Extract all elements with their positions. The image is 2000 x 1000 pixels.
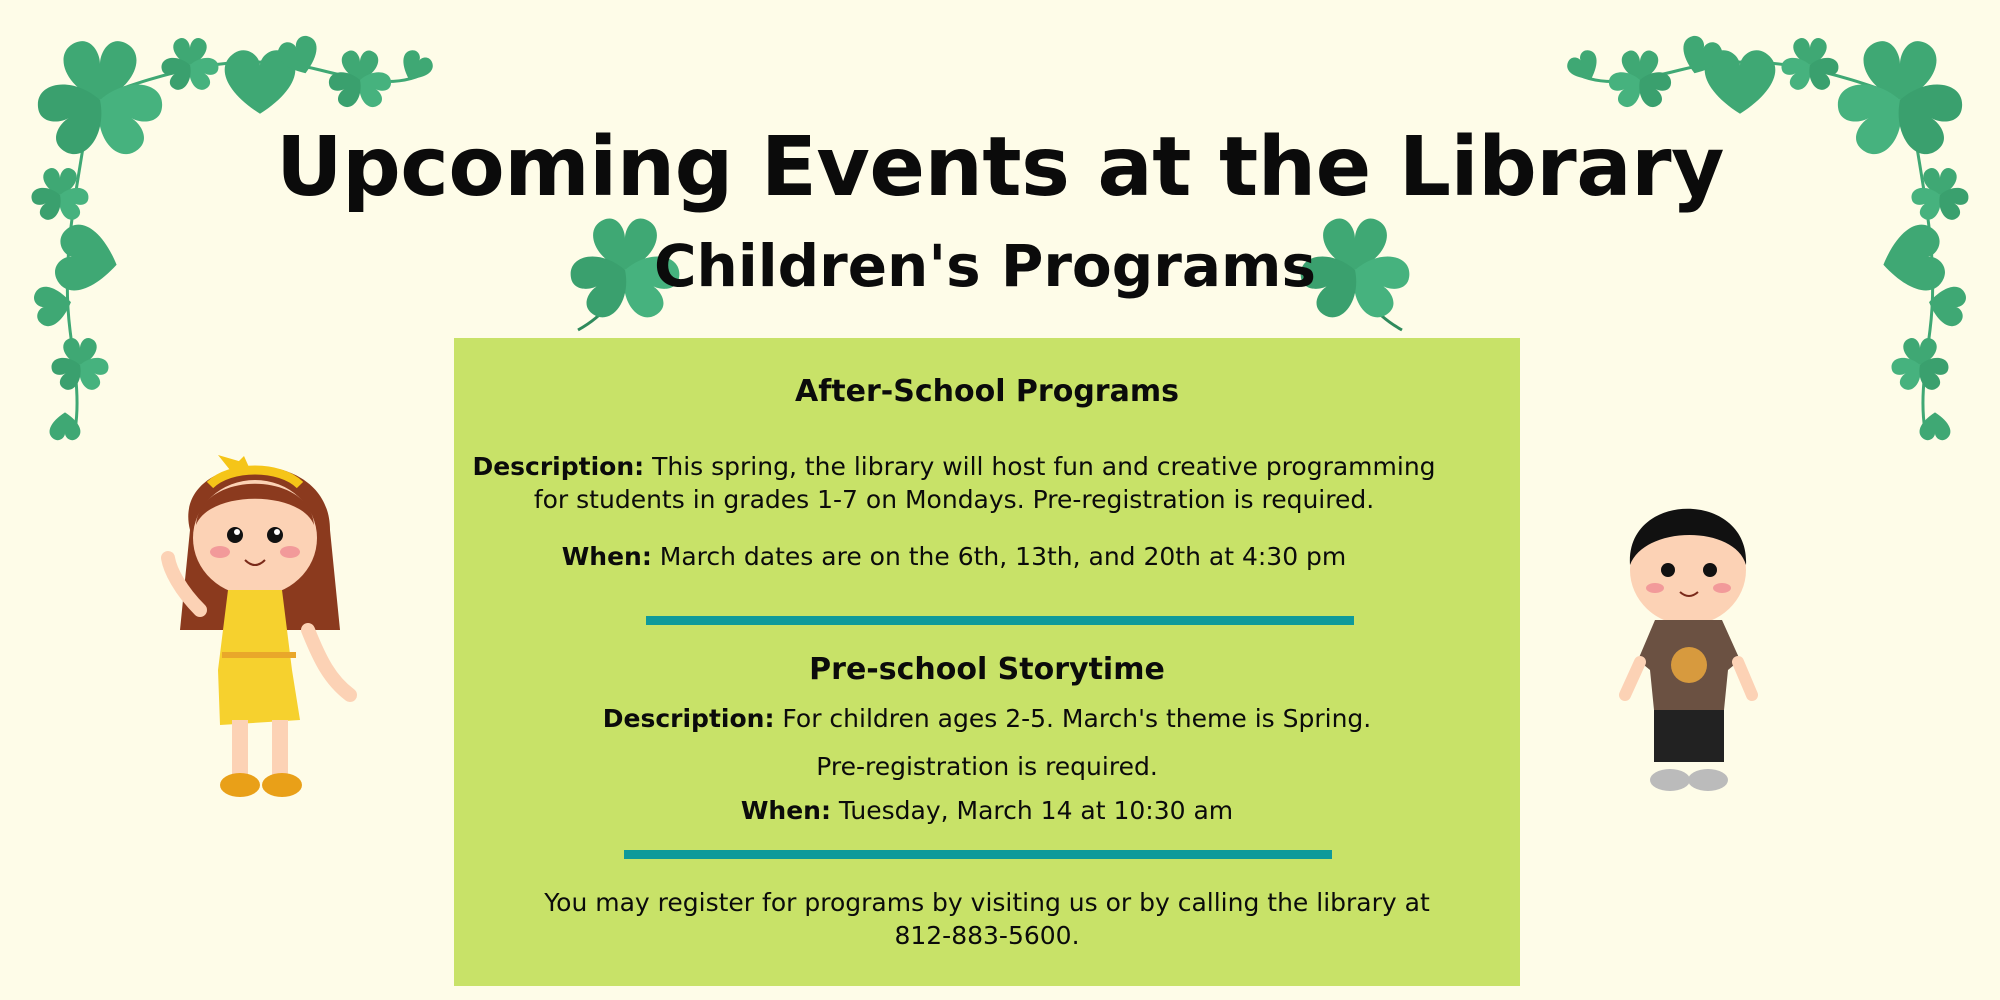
boy-illustration: [1600, 470, 1780, 810]
after-school-description: [454, 450, 1454, 516]
when-label: When:: [561, 542, 652, 571]
phone-number: 812-883-5600.: [894, 921, 1080, 950]
description-text: This spring, the library will host fun and creative programming: [652, 452, 1436, 481]
storytime-description: [454, 702, 1520, 735]
storytime-preregistration: Pre-registration is required.: [816, 752, 1158, 781]
after-school-when: [454, 540, 1454, 573]
when-text: March dates are on the 6th, 13th, and 20th at 4:30 pm: [659, 542, 1347, 571]
description-label: Description:: [472, 452, 645, 481]
description-text: for students in grades 1-7 on Mondays. Pre-registration is required.: [533, 485, 1375, 514]
section-heading: Pre-school Storytime: [809, 652, 1165, 687]
registration-text: You may register for programs by visiting us or by calling the library at: [544, 888, 1430, 917]
description-label: Description:: [602, 704, 775, 733]
section-heading: After-School Programs: [795, 374, 1179, 409]
registration-note: [454, 886, 1520, 952]
description-text: For children ages 2-5. March's theme is Spring.: [782, 704, 1372, 733]
when-label: When:: [740, 796, 831, 825]
section-divider: [646, 616, 1354, 625]
when-text: Tuesday, March 14 at 10:30 am: [838, 796, 1234, 825]
girl-illustration: [160, 430, 360, 810]
storytime-when: [454, 794, 1520, 827]
events-panel: [454, 338, 1520, 986]
page-subtitle: Children's Programs: [653, 232, 1316, 300]
section-divider: [624, 850, 1332, 859]
page-title: Upcoming Events at the Library: [276, 120, 1724, 215]
